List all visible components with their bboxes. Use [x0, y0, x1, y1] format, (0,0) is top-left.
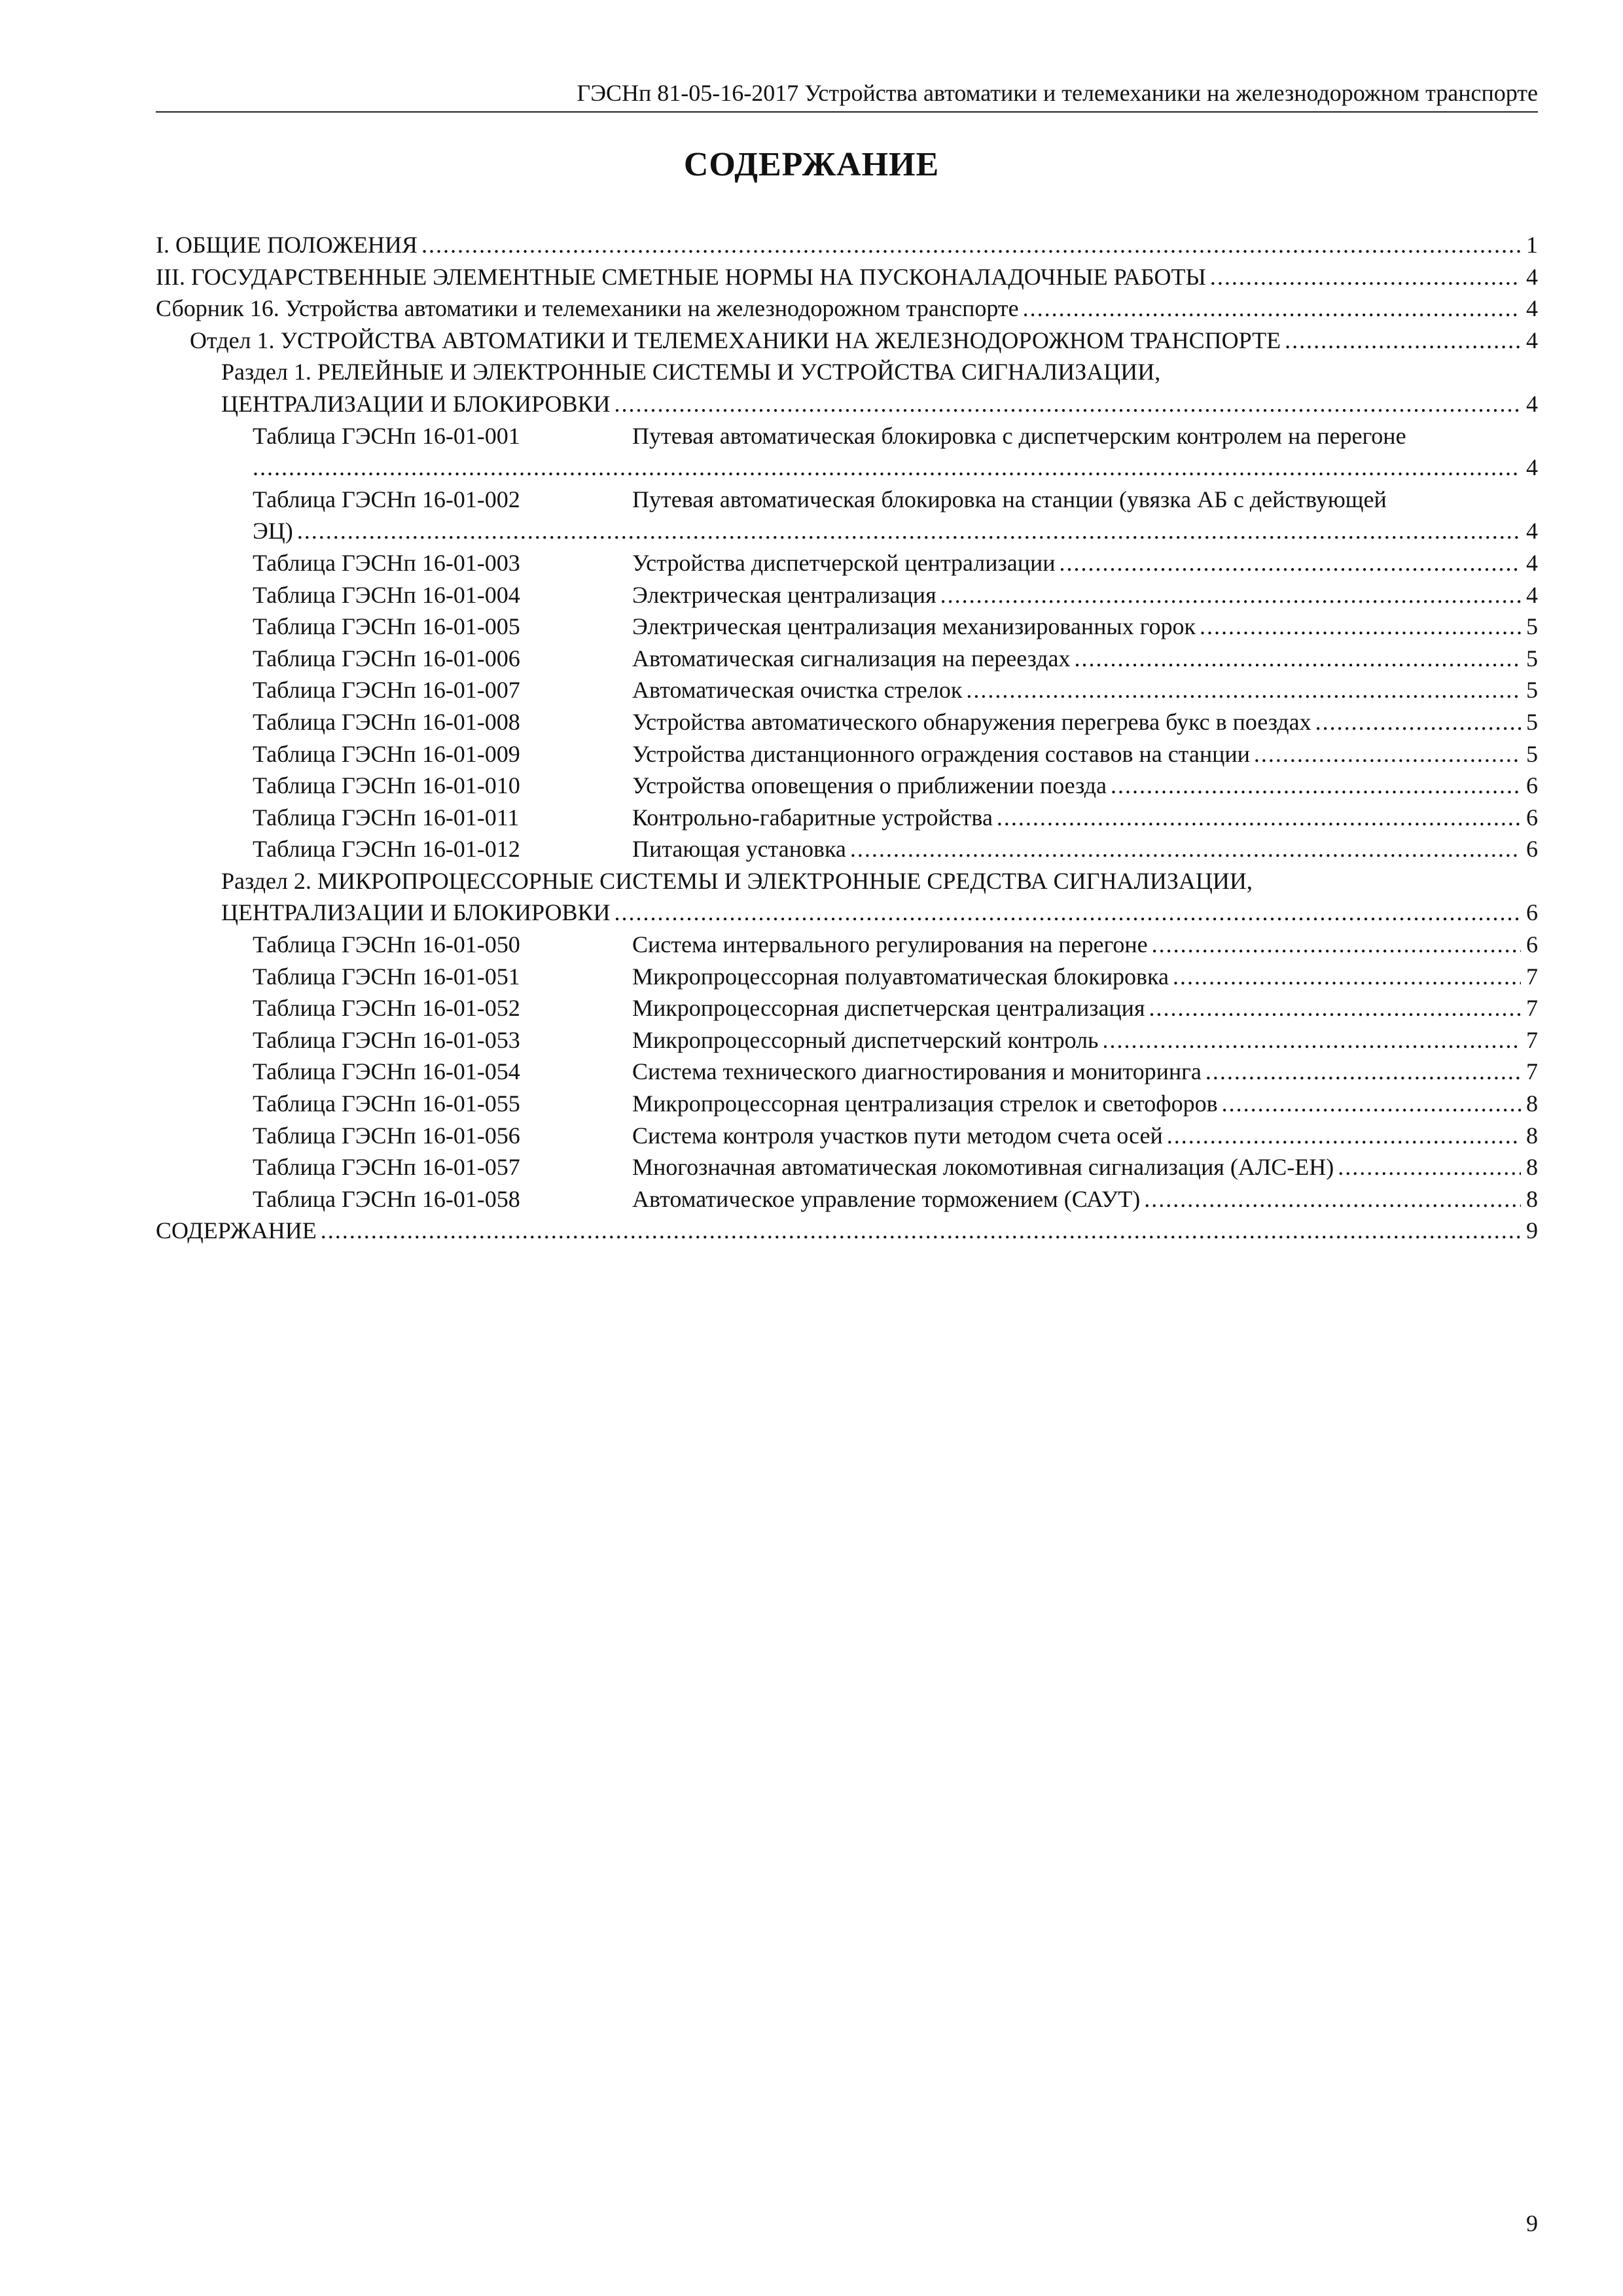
table-title: Система технического диагностирования и мониторинга [632, 1058, 1202, 1085]
toc-entry-table-001-leader [156, 452, 1538, 484]
toc-page: 4 [1526, 518, 1538, 545]
toc-page: 4 [1526, 263, 1538, 290]
toc-entry-table-055[interactable] [156, 1088, 1538, 1120]
toc-page: 1 [1526, 232, 1538, 258]
toc-page: 8 [1526, 1090, 1538, 1117]
toc-leader [1102, 1024, 1521, 1056]
toc-entry-table-002-cont [156, 515, 1538, 547]
toc-leader [1338, 1151, 1521, 1183]
toc-leader [1149, 992, 1521, 1024]
toc-entry-state-norms[interactable] [156, 261, 1538, 293]
toc-entry-table-006[interactable] [156, 643, 1538, 675]
table-code: Таблица ГЭСНп 16-01-003 [253, 549, 520, 576]
toc-entry-section2-line1[interactable] [156, 865, 1538, 897]
toc-page: 8 [1526, 1185, 1538, 1212]
table-title: Многозначная автоматическая локомотивная сигнализация (АЛС-ЕН) [632, 1154, 1334, 1181]
toc-page: 6 [1526, 804, 1538, 831]
table-code: Таблица ГЭСНп 16-01-007 [253, 677, 520, 704]
table-code: Таблица ГЭСНп 16-01-008 [253, 708, 520, 735]
toc-entry-general[interactable] [156, 229, 1538, 261]
toc-page: 5 [1526, 613, 1538, 640]
toc-entry-table-004[interactable] [156, 579, 1538, 611]
table-title: Микропроцессорная централизация стрелок и светофоров [632, 1090, 1218, 1117]
toc-leader [615, 897, 1521, 929]
table-title: Устройства оповещения о приближении поезда [632, 772, 1107, 799]
table-title: Путевая автоматическая блокировка на станции (увязка АБ с действующей [632, 486, 1387, 512]
toc-leader [1222, 1088, 1521, 1120]
toc-label: Сборник 16. Устройства автоматики и телемеханики на железнодорожном транспорте [156, 295, 1019, 322]
table-title: Микропроцессорная полуавтоматическая блокировка [632, 963, 1169, 990]
table-code: Таблица ГЭСНп 16-01-002 [253, 486, 520, 512]
table-title: Система контроля участков пути методом счета осей [632, 1122, 1163, 1149]
table-code: Таблица ГЭСНп 16-01-001 [253, 422, 520, 449]
toc-entry-table-011[interactable] [156, 802, 1538, 834]
toc-page: 6 [1526, 899, 1538, 926]
toc-leader [1200, 611, 1521, 643]
toc-label: СОДЕРЖАНИЕ [156, 1217, 317, 1244]
toc-leader [940, 579, 1521, 611]
toc-entry-table-056[interactable] [156, 1120, 1538, 1152]
table-title: Питающая установка [632, 836, 846, 863]
toc-entry-table-010[interactable] [156, 770, 1538, 802]
toc-label: Раздел 1. РЕЛЕЙНЫЕ И ЭЛЕКТРОННЫЕ СИСТЕМЫ И УСТРОЙСТВА СИГНАЛИЗАЦИИ, [221, 359, 1161, 386]
toc-page: 4 [1526, 581, 1538, 608]
toc-leader [1144, 1183, 1521, 1215]
toc-entry-table-012[interactable] [156, 833, 1538, 865]
table-code: Таблица ГЭСНп 16-01-055 [253, 1090, 520, 1117]
table-title: Электрическая централизация механизированных горок [632, 613, 1196, 640]
table-title: Электрическая централизация [632, 581, 936, 608]
toc-page: 7 [1526, 963, 1538, 990]
toc-leader [1315, 706, 1521, 738]
toc-page: 6 [1526, 772, 1538, 799]
table-code: Таблица ГЭСНп 16-01-012 [253, 836, 520, 863]
table-title-continued: ЭЦ) [253, 518, 293, 545]
page-title: СОДЕРЖАНИЕ [683, 146, 940, 183]
table-code: Таблица ГЭСНп 16-01-056 [253, 1122, 520, 1149]
table-code: Таблица ГЭСНп 16-01-057 [253, 1154, 520, 1181]
toc-page: 4 [1526, 390, 1538, 417]
toc-entry-table-052[interactable] [156, 992, 1538, 1024]
table-title: Автоматическая сигнализация на переездах [632, 645, 1071, 672]
toc-entry-department[interactable] [156, 325, 1538, 357]
toc-page: 5 [1526, 645, 1538, 672]
toc-page: 7 [1526, 995, 1538, 1022]
running-header: ГЭСНп 81-05-16-2017 Устройства автоматики и телемеханики на железнодорожном транспорте [156, 77, 1538, 113]
toc-leader [297, 515, 1521, 547]
toc-entry-table-001[interactable] [156, 420, 1538, 452]
toc-leader [850, 833, 1521, 865]
table-title: Устройства диспетчерской централизации [632, 549, 1056, 576]
toc-leader [1210, 261, 1521, 293]
table-title: Микропроцессорная диспетчерская централизация [632, 995, 1145, 1022]
toc-leader [1060, 547, 1521, 579]
page-number: 9 [1526, 2210, 1538, 2236]
toc-entry-collection[interactable] [156, 293, 1538, 325]
toc-entry-table-053[interactable] [156, 1024, 1538, 1056]
toc-leader [253, 452, 1521, 484]
table-code: Таблица ГЭСНп 16-01-004 [253, 581, 520, 608]
toc-entry-table-051[interactable] [156, 961, 1538, 993]
toc-leader [321, 1215, 1521, 1247]
table-title: Устройства автоматического обнаружения перегрева букс в поездах [632, 708, 1311, 735]
toc-page: 8 [1526, 1122, 1538, 1149]
toc-leader [1205, 1056, 1521, 1088]
toc-page: 5 [1526, 708, 1538, 735]
toc-leader [1285, 325, 1521, 357]
table-title: Автоматическое управление торможением (САУТ) [632, 1185, 1141, 1212]
table-code: Таблица ГЭСНп 16-01-010 [253, 772, 520, 799]
toc-page: 4 [1526, 295, 1538, 322]
toc-label: Отдел 1. УСТРОЙСТВА АВТОМАТИКИ И ТЕЛЕМЕХАНИКИ НА ЖЕЛЕЗНОДОРОЖНОМ ТРАНСПОРТЕ [190, 327, 1281, 353]
table-code: Таблица ГЭСНп 16-01-005 [253, 613, 520, 640]
toc-page: 5 [1526, 677, 1538, 704]
table-code: Таблица ГЭСНп 16-01-050 [253, 931, 520, 958]
toc-leader [1254, 738, 1521, 770]
toc-entry-table-057[interactable] [156, 1151, 1538, 1183]
toc-leader [1167, 1120, 1521, 1152]
toc-leader [1111, 770, 1521, 802]
toc-page: 4 [1526, 454, 1538, 481]
table-title: Микропроцессорный диспетчерский контроль [632, 1026, 1099, 1053]
toc-page: 7 [1526, 1026, 1538, 1053]
table-code: Таблица ГЭСНп 16-01-058 [253, 1185, 520, 1212]
toc-page: 4 [1526, 549, 1538, 576]
table-code: Таблица ГЭСНп 16-01-006 [253, 645, 520, 672]
toc-entry-table-005[interactable] [156, 611, 1538, 643]
toc-entry-table-054[interactable] [156, 1056, 1538, 1088]
toc-label: I. ОБЩИЕ ПОЛОЖЕНИЯ [156, 232, 418, 258]
toc-leader [615, 388, 1521, 420]
toc-entry-table-050[interactable] [156, 929, 1538, 961]
toc-label: III. ГОСУДАРСТВЕННЫЕ ЭЛЕМЕНТНЫЕ СМЕТНЫЕ НОРМЫ НА ПУСКОНАЛАДОЧНЫЕ РАБОТЫ [156, 263, 1206, 290]
toc-page: 9 [1526, 1217, 1538, 1244]
table-code: Таблица ГЭСНп 16-01-009 [253, 740, 520, 767]
toc-page: 5 [1526, 740, 1538, 767]
toc-page: 6 [1526, 931, 1538, 958]
toc-entry-table-009[interactable] [156, 738, 1538, 770]
toc-label: ЦЕНТРАЛИЗАЦИИ И БЛОКИРОВКИ [221, 390, 611, 417]
table-code: Таблица ГЭСНп 16-01-054 [253, 1058, 520, 1085]
toc-entry-table-002[interactable] [156, 484, 1538, 516]
toc-label: ЦЕНТРАЛИЗАЦИИ И БЛОКИРОВКИ [221, 899, 611, 926]
toc-entry-section2-line2[interactable] [156, 897, 1538, 929]
toc-page: 6 [1526, 836, 1538, 863]
toc-label: Раздел 2. МИКРОПРОЦЕССОРНЫЕ СИСТЕМЫ И ЭЛЕКТРОННЫЕ СРЕДСТВА СИГНАЛИЗАЦИИ, [221, 867, 1253, 894]
table-title: Автоматическая очистка стрелок [632, 677, 963, 704]
table-code: Таблица ГЭСНп 16-01-011 [253, 804, 520, 831]
table-title: Путевая автоматическая блокировка с диспетчерским контролем на перегоне [632, 422, 1406, 449]
toc-leader [1173, 961, 1521, 993]
toc-entry-contents[interactable] [156, 1215, 1538, 1247]
toc-page: 4 [1526, 327, 1538, 353]
table-code: Таблица ГЭСНп 16-01-051 [253, 963, 520, 990]
toc-leader [421, 229, 1521, 261]
table-title: Устройства дистанционного ограждения составов на станции [632, 740, 1250, 767]
toc-entry-table-003[interactable] [156, 547, 1538, 579]
toc-leader [1023, 293, 1521, 325]
toc-entry-table-007[interactable] [156, 674, 1538, 706]
toc-page: 8 [1526, 1154, 1538, 1181]
toc-entry-table-058[interactable] [156, 1183, 1538, 1215]
table-code: Таблица ГЭСНп 16-01-052 [253, 995, 520, 1022]
table-of-contents [156, 229, 1538, 1247]
table-code: Таблица ГЭСНп 16-01-053 [253, 1026, 520, 1053]
toc-leader [997, 802, 1521, 834]
toc-entry-table-008[interactable] [156, 706, 1538, 738]
table-title: Контрольно-габаритные устройства [632, 804, 993, 831]
toc-entry-section1-line1[interactable] [156, 356, 1538, 388]
toc-leader [1075, 643, 1521, 675]
toc-page: 7 [1526, 1058, 1538, 1085]
toc-entry-section1-line2[interactable] [156, 388, 1538, 420]
toc-leader [1152, 929, 1521, 961]
toc-leader [966, 674, 1521, 706]
table-title: Система интервального регулирования на перегоне [632, 931, 1148, 958]
